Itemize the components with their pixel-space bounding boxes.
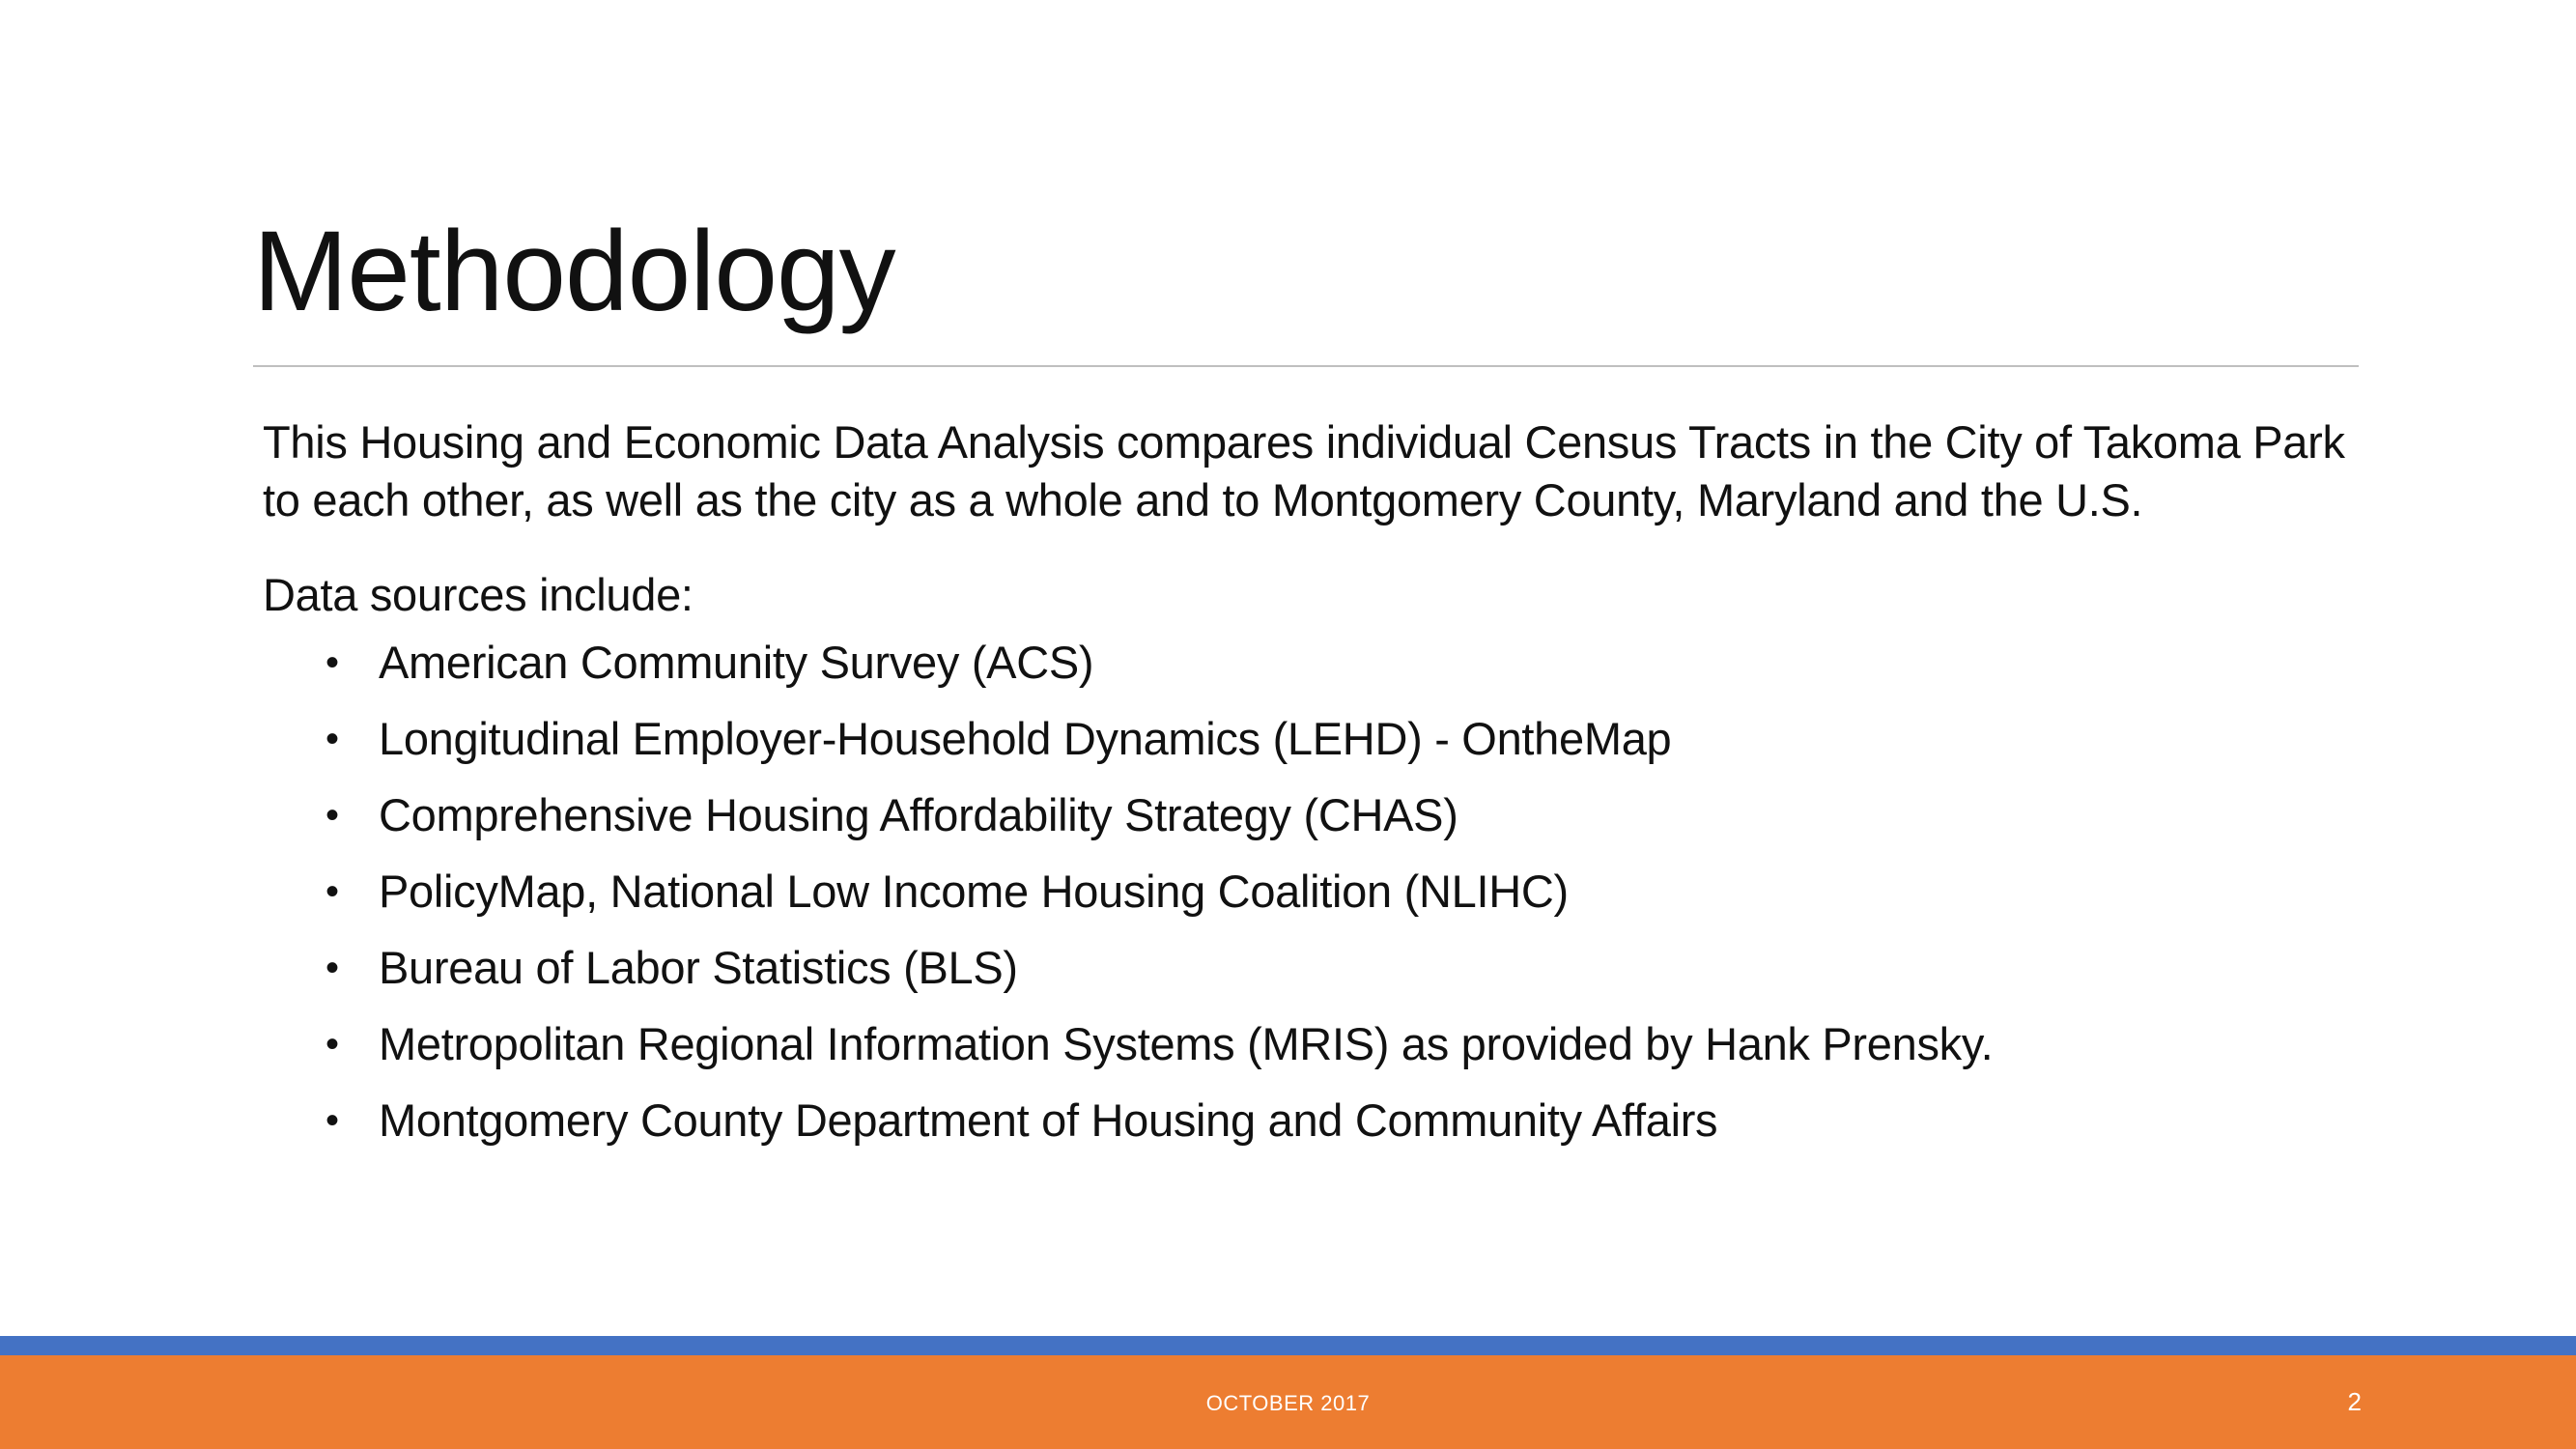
bullet-icon: • [326,1099,339,1142]
source-item-policymap [263,863,2378,921]
bullet-icon: • [326,947,339,989]
slide-body [263,413,2378,1168]
source-item-mris [263,1015,2378,1073]
page-number: 2 [2347,1387,2362,1416]
footer-date: OCTOBER 2017 [1205,1391,1371,1415]
intro-paragraph: This Housing and Economic Data Analysis compares individual Census Tracts in the City of Takoma Park to each other, as well as the city as a whole and to Montgomery County, Maryland and the U.S. [263,416,2345,526]
source-label: Montgomery County Department of Housing and Community Affairs [379,1094,1718,1146]
footer-blue-band [0,1336,2576,1355]
source-item-lehd [263,710,2378,768]
bullet-icon: • [326,1023,339,1065]
source-label: Bureau of Labor Statistics (BLS) [379,942,1018,993]
source-item-chas [263,786,2378,844]
title-divider [253,365,2359,367]
source-label: PolicyMap, National Low Income Housing Coalition (NLIHC) [379,866,1569,917]
source-item-bls [263,939,2378,997]
source-label: American Community Survey (ACS) [379,637,1094,688]
bullet-icon: • [326,794,339,837]
source-item-acs [263,634,2378,692]
bullet-icon: • [326,641,339,684]
source-label: Metropolitan Regional Information Systems (MRIS) as provided by Hank Prensky. [379,1018,1994,1069]
bullet-icon: • [326,870,339,913]
source-item-dhca [263,1092,2378,1150]
bullet-icon: • [326,718,339,760]
sources-list [263,634,2378,1150]
source-label: Comprehensive Housing Affordability Strategy (CHAS) [379,789,1458,840]
sources-heading: Data sources include: [263,569,694,620]
slide-title: Methodology [253,208,895,335]
source-label: Longitudinal Employer-Household Dynamics (LEHD) - OntheMap [379,713,1672,764]
